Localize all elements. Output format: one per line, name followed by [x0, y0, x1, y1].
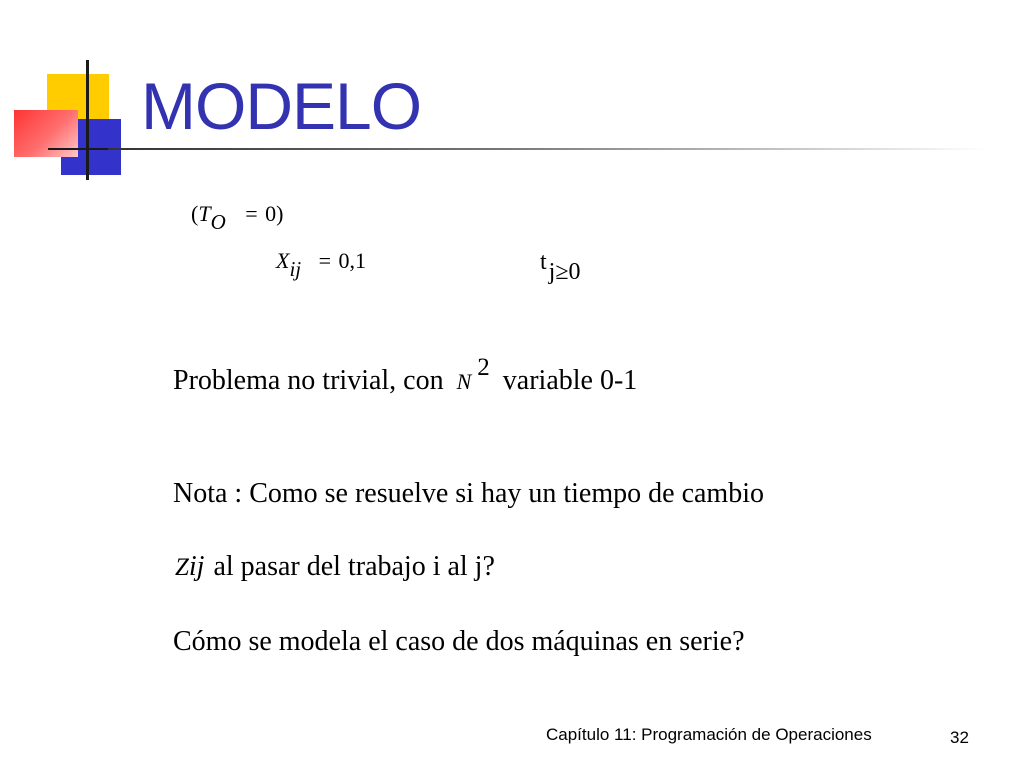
title-underline: [108, 148, 988, 150]
logo-vertical-line: [86, 60, 89, 180]
footer-chapter: Capítulo 11: Programación de Operaciones: [546, 725, 872, 744]
formula-xij-value: 0,1: [338, 248, 367, 273]
formula-t0-close: ): [276, 201, 284, 226]
formula-t0: [191, 200, 284, 234]
formula-t0-value: 0: [265, 201, 277, 226]
formula-t0-sub: O: [210, 210, 226, 234]
formula-xij-sub: ij: [289, 257, 302, 281]
formula-t0-eq: =: [245, 201, 258, 226]
nota-sub: ij: [188, 551, 205, 582]
question-line: Cómo se modela el caso de dos máquinas en serie?: [173, 626, 745, 657]
formula-xij-eq: =: [318, 248, 332, 273]
nota-line-2: [175, 550, 495, 585]
problema-exp: 2: [477, 354, 490, 381]
problema-after: variable 0-1: [502, 365, 638, 396]
formula-xij: [276, 247, 367, 281]
nota-line-2-text: al pasar del trabajo i al j?: [213, 551, 495, 582]
footer-page-number: 32: [950, 728, 969, 747]
problema-before: Problema no trivial, con: [173, 365, 444, 396]
problema-var: N: [456, 369, 472, 394]
formula-t0-var: T: [198, 201, 211, 226]
logo-horizontal-line: [48, 148, 108, 150]
slide-title: MODELO: [141, 69, 422, 143]
formula-tj: [540, 248, 581, 285]
formula-t0-open: (: [191, 201, 199, 226]
formula-tj-var: t: [540, 249, 547, 275]
problema-line: [173, 354, 638, 399]
nota-line-1: Nota : Como se resuelve si hay un tiempo de cambio: [173, 478, 764, 509]
formula-xij-var: X: [276, 248, 290, 273]
formula-tj-sub: j≥0: [548, 259, 581, 285]
nota-var: Z: [175, 554, 189, 581]
